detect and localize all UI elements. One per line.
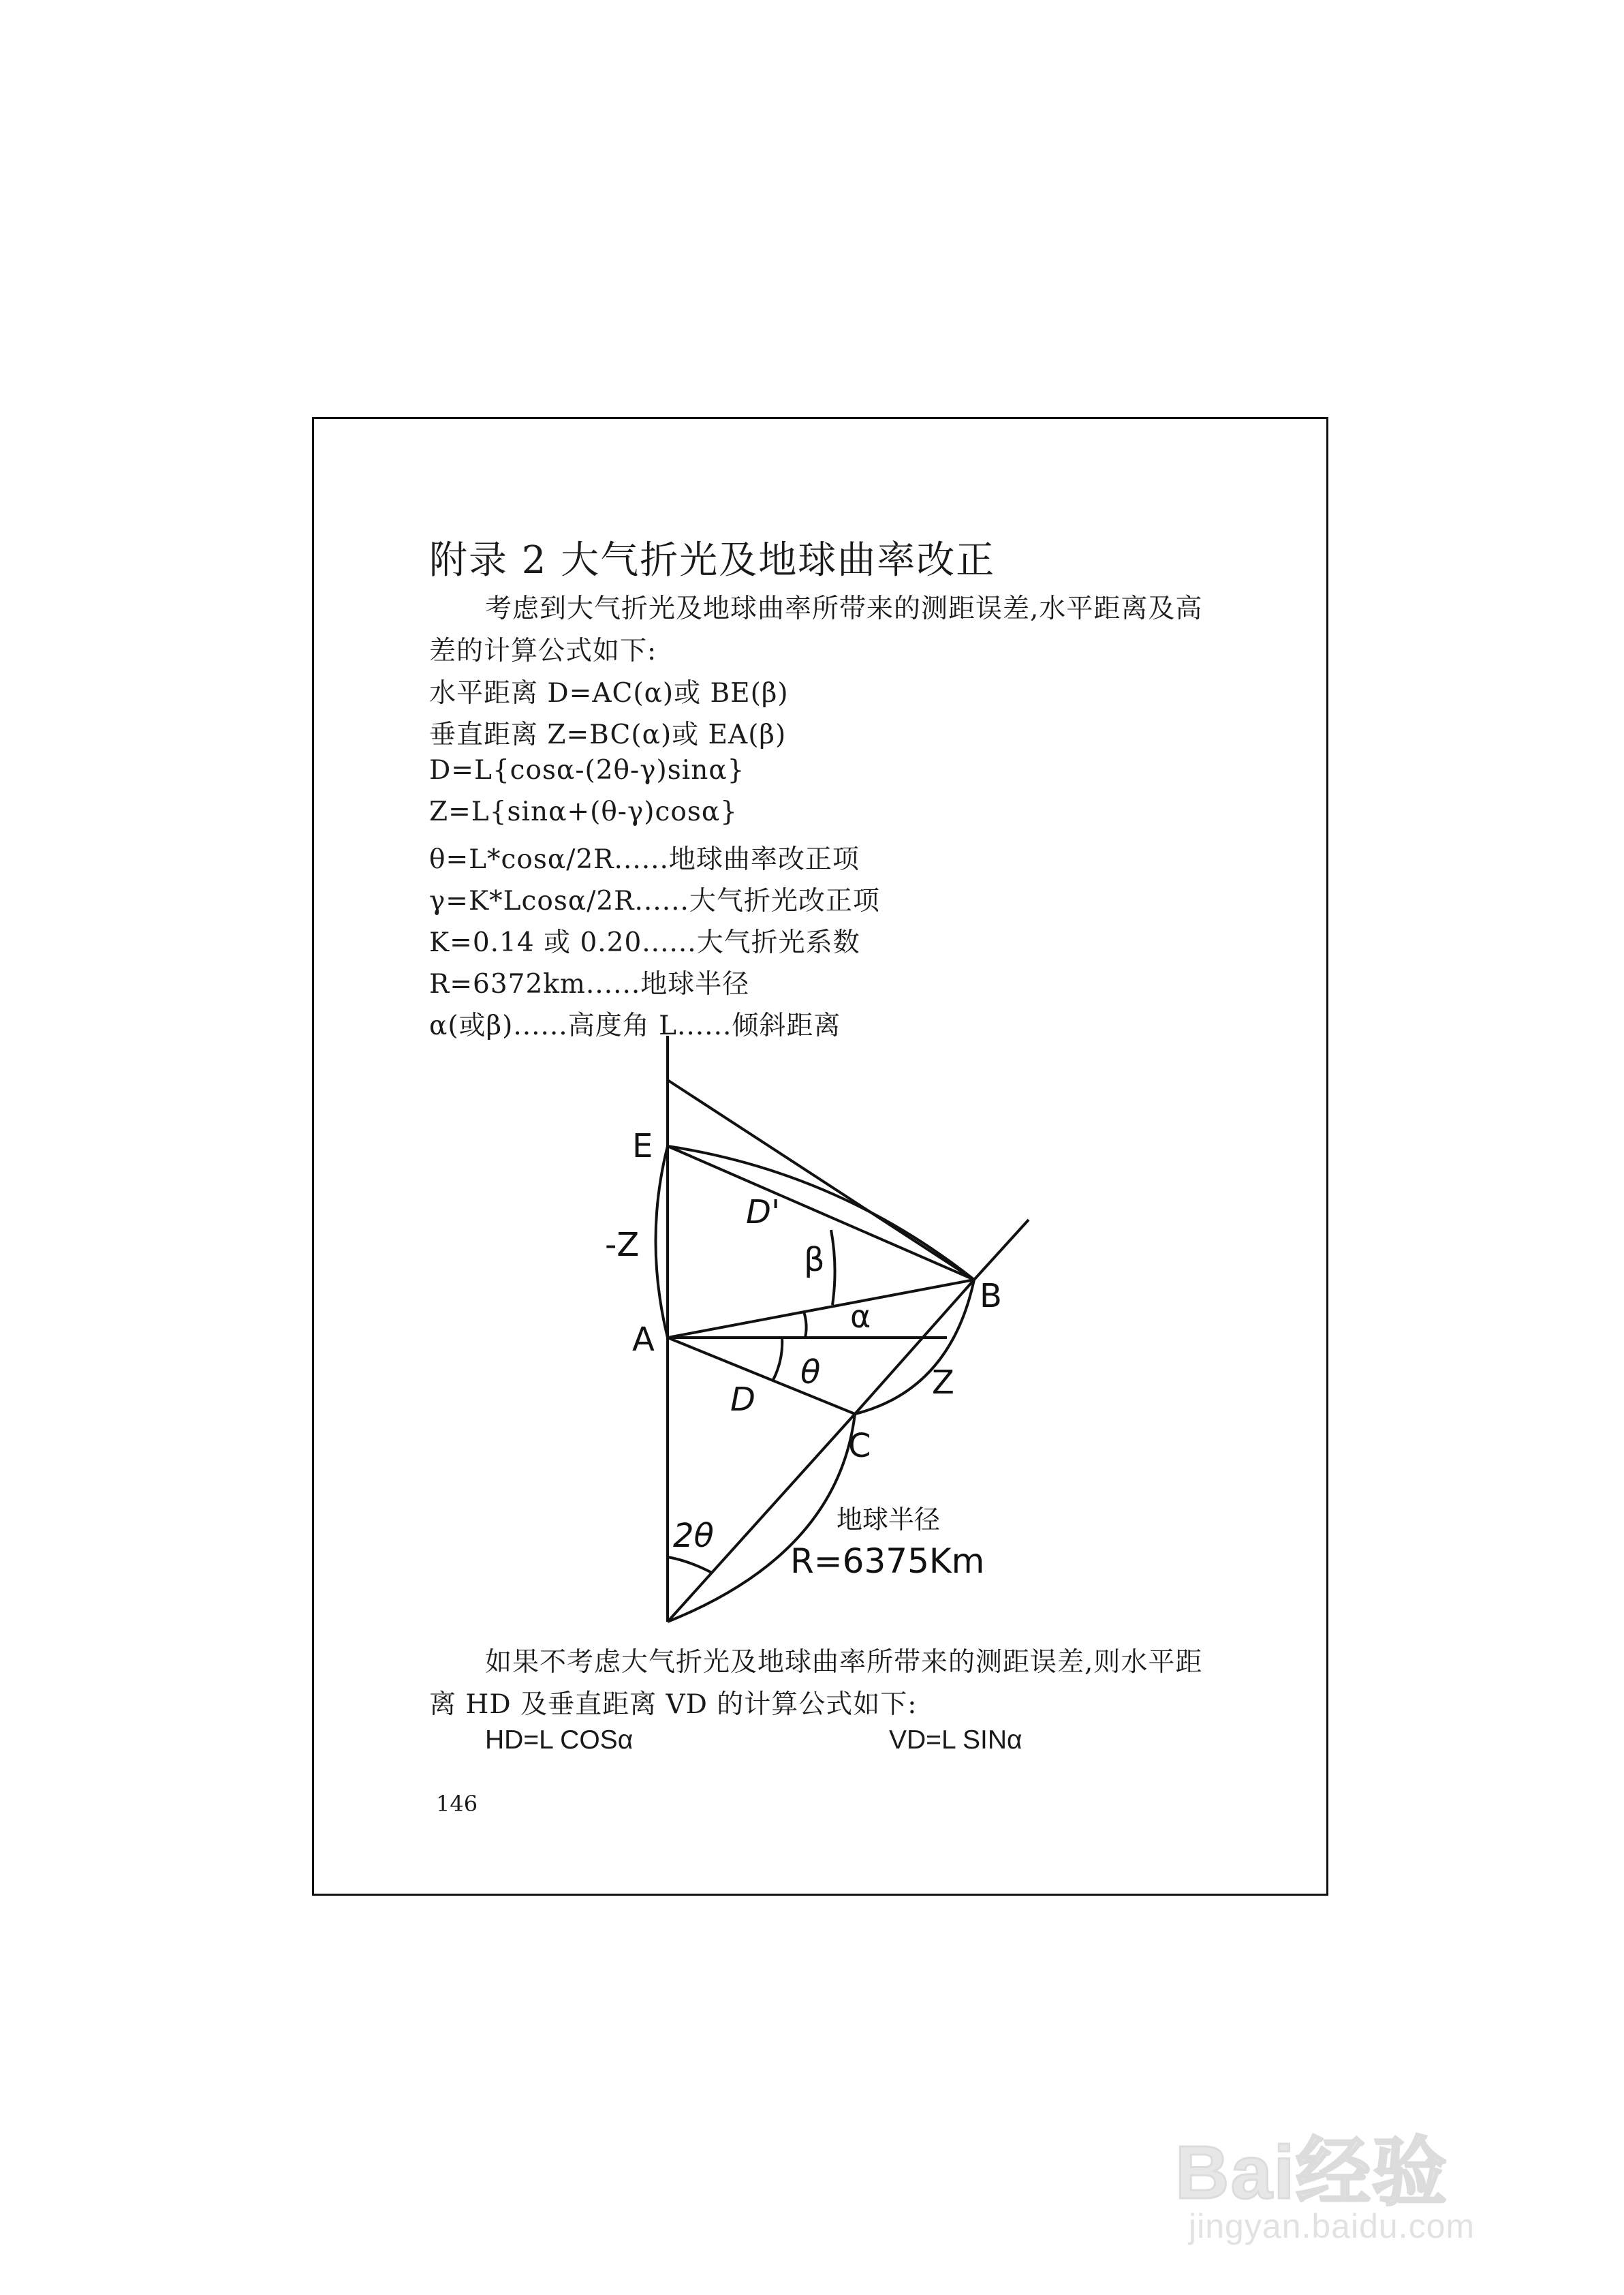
label-beta: β xyxy=(804,1241,825,1279)
formula-d: D=L{cosα-(2θ-γ)sinα} xyxy=(429,755,745,786)
formula-theta: θ=L*cosα/2R......地球曲率改正项 xyxy=(429,844,860,875)
label-minus-z: -Z xyxy=(605,1226,640,1264)
conclusion-line-1: 如果不考虑大气折光及地球曲率所带来的测距误差,则水平距 xyxy=(485,1647,1203,1678)
page-number: 146 xyxy=(436,1791,478,1817)
label-e: E xyxy=(632,1127,653,1165)
label-z: Z xyxy=(932,1364,954,1402)
formula-alpha-l: α(或β)......高度角 L......倾斜距离 xyxy=(429,1011,841,1041)
formula-gamma: γ=K*Lcosα/2R......大气折光改正项 xyxy=(429,886,880,917)
formula-hd: HD=L COSα xyxy=(485,1725,634,1755)
formula-z: Z=L{sinα+(θ-γ)cosα} xyxy=(429,797,738,827)
label-alpha: α xyxy=(850,1298,871,1335)
watermark-brand: Bai经验 xyxy=(1175,2131,1449,2215)
formula-vertical-distance: 垂直距离 Z=BC(α)或 EA(β) xyxy=(429,720,787,750)
alpha-angle-arc xyxy=(804,1312,807,1338)
label-two-theta: 2θ xyxy=(673,1517,714,1555)
conclusion-line-2: 离 HD 及垂直距离 VD 的计算公式如下: xyxy=(429,1689,918,1720)
arc-e-a xyxy=(656,1146,668,1338)
label-c: C xyxy=(848,1427,871,1465)
radius-value: R=6375Km xyxy=(790,1541,985,1581)
line-a-b xyxy=(668,1280,974,1338)
page-title: 附录 2 大气折光及地球曲率改正 xyxy=(429,538,996,583)
line-a-c xyxy=(668,1338,855,1414)
radius-caption: 地球半径 xyxy=(837,1505,941,1535)
formula-r: R=6372km......地球半径 xyxy=(429,969,750,1000)
theta-angle-arc xyxy=(773,1338,782,1380)
formula-horizontal-distance: 水平距离 D=AC(α)或 BE(β) xyxy=(429,678,789,709)
label-a: A xyxy=(632,1321,655,1359)
intro-line-1: 考虑到大气折光及地球曲率所带来的测距误差,水平距离及高 xyxy=(485,594,1203,624)
label-theta: θ xyxy=(800,1353,821,1391)
baidu-watermark xyxy=(1148,2085,1557,2249)
formula-vd: VD=L SINα xyxy=(889,1725,1022,1755)
formula-k: K=0.14 或 0.20......大气折光系数 xyxy=(429,927,860,958)
two-theta-angle-arc xyxy=(668,1557,712,1573)
intro-line-2: 差的计算公式如下: xyxy=(429,636,657,666)
watermark-url: jingyan.baidu.com xyxy=(1189,2207,1475,2245)
label-d-prime: D' xyxy=(746,1193,781,1231)
label-b: B xyxy=(980,1277,1002,1315)
beta-angle-arc xyxy=(831,1230,835,1305)
label-d: D xyxy=(730,1381,755,1419)
extension-line xyxy=(974,1220,1029,1280)
